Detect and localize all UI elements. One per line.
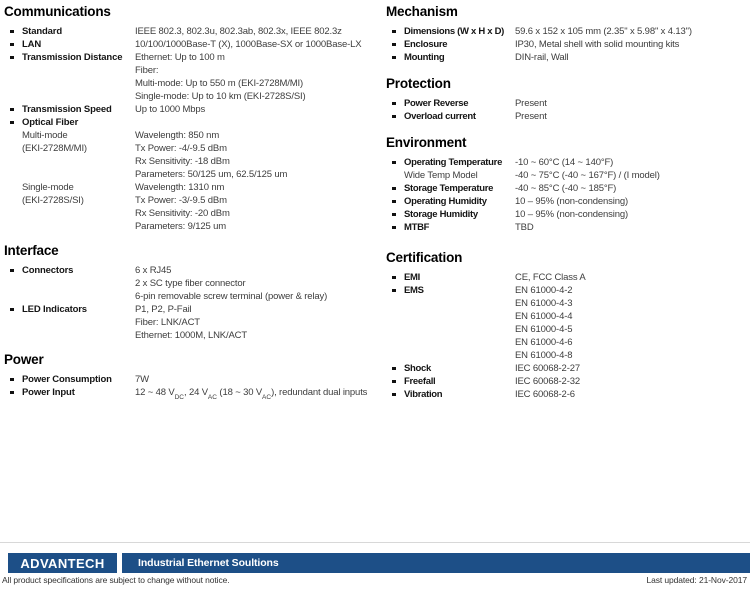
spec-value-line: CE, FCC Class A xyxy=(515,272,586,283)
spec-value-line: 10 – 95% (non-condensing) xyxy=(515,209,628,220)
spec-label xyxy=(22,38,135,51)
spec-values xyxy=(515,169,748,182)
bullet-icon xyxy=(386,221,404,229)
spec-values xyxy=(515,182,748,195)
spec-values xyxy=(135,51,378,103)
spec-value-line: IEEE 802.3, 802.3u, 802.3ab, 802.3x, IEEE 802.3z xyxy=(135,26,342,37)
spec-value-line: Tx Power: -4/-9.5 dBm xyxy=(135,143,227,154)
spec-value-line: DIN-rail, Wall xyxy=(515,52,569,63)
spec-section xyxy=(4,4,378,233)
spec-label xyxy=(22,373,135,386)
spec-value-line: -40 ~ 85°C (-40 ~ 185°F) xyxy=(515,183,617,194)
bullet-icon xyxy=(386,182,404,190)
footer-banner xyxy=(122,553,750,573)
spec-row xyxy=(386,362,748,375)
spec-values xyxy=(135,38,378,51)
spec-values xyxy=(135,373,378,386)
bullet-icon xyxy=(4,25,22,33)
bullet-icon xyxy=(386,208,404,216)
spec-label xyxy=(404,97,515,110)
spec-values xyxy=(135,303,378,342)
spec-row xyxy=(386,208,748,221)
spec-value-line: 6 x RJ45 xyxy=(135,265,172,276)
spec-label xyxy=(404,375,515,388)
spec-section xyxy=(386,76,748,123)
spec-label-line: Power Consumption xyxy=(22,374,112,385)
spec-values xyxy=(135,129,378,181)
section-title: Environment xyxy=(386,135,467,150)
spec-row xyxy=(4,103,378,116)
spec-section xyxy=(4,352,378,399)
spec-value-line: 10/100/1000Base-T (X), 1000Base-SX or 1000Base-LX xyxy=(135,39,362,50)
spec-section xyxy=(386,135,748,234)
spec-row xyxy=(386,388,748,401)
spec-row xyxy=(386,110,748,123)
spec-row xyxy=(386,97,748,110)
spec-row xyxy=(386,195,748,208)
footer-notes xyxy=(2,575,747,585)
spec-label xyxy=(404,221,515,234)
spec-value-line: EN 61000-4-8 xyxy=(515,350,573,361)
bullet-icon xyxy=(386,195,404,203)
spec-value-line: IP30, Metal shell with solid mounting kits xyxy=(515,39,680,50)
spec-label-line: Wide Temp Model xyxy=(404,170,478,181)
spec-row xyxy=(4,386,378,399)
spec-value-line: IEC 60068-2-32 xyxy=(515,376,580,387)
spec-label xyxy=(404,182,515,195)
spec-row xyxy=(386,284,748,362)
spec-label-line: Operating Temperature xyxy=(404,157,503,168)
spec-value-line: IEC 60068-2-6 xyxy=(515,389,575,400)
bullet-icon xyxy=(4,129,22,137)
section-title: Communications xyxy=(4,4,111,19)
spec-label xyxy=(404,110,515,123)
spec-label-line: Connectors xyxy=(22,265,74,276)
spec-value-line: Rx Sensitivity: -20 dBm xyxy=(135,208,230,219)
spec-label-line: Dimensions (W x H x D) xyxy=(404,26,505,37)
section-rows xyxy=(4,264,378,342)
spec-value-line: 10 – 95% (non-condensing) xyxy=(515,196,628,207)
spec-row xyxy=(386,169,748,182)
spec-label-line: Operating Humidity xyxy=(404,196,487,207)
spec-value-line: TBD xyxy=(515,222,534,233)
spec-label xyxy=(22,51,135,64)
spec-label-line: Optical Fiber xyxy=(22,117,79,128)
spec-label-line: Storage Humidity xyxy=(404,209,478,220)
bullet-icon xyxy=(386,388,404,396)
spec-value-line: Fiber: xyxy=(135,65,159,76)
spec-label xyxy=(22,303,135,316)
spec-value-line: EN 61000-4-3 xyxy=(515,298,573,309)
spec-value-line: Present xyxy=(515,98,547,109)
spec-label xyxy=(404,271,515,284)
spec-value-line: IEC 60068-2-27 xyxy=(515,363,580,374)
spec-section xyxy=(386,250,748,401)
spec-label xyxy=(404,156,515,169)
spec-values xyxy=(515,25,748,38)
spec-value-line: Rx Sensitivity: -18 dBm xyxy=(135,156,230,167)
section-title: Certification xyxy=(386,250,463,265)
spec-label xyxy=(404,195,515,208)
bullet-icon xyxy=(386,375,404,383)
spec-label-line: Multi-mode xyxy=(22,130,68,141)
footer-note: All product specifications are subject to change without notice. xyxy=(2,575,230,585)
section-title: Power xyxy=(4,352,44,367)
spec-label xyxy=(22,25,135,38)
bullet-icon xyxy=(386,271,404,279)
spec-value-line: 7W xyxy=(135,374,149,385)
spec-label xyxy=(404,362,515,375)
spec-values xyxy=(515,38,748,51)
bullet-icon xyxy=(4,51,22,59)
spec-row xyxy=(386,156,748,169)
spec-value-line: -40 ~ 75°C (-40 ~ 167°F) / (I model) xyxy=(515,170,660,181)
spec-label-line: Standard xyxy=(22,26,62,37)
spec-row xyxy=(386,375,748,388)
spec-value-line: EN 61000-4-6 xyxy=(515,337,573,348)
section-rows xyxy=(4,25,378,233)
section-rows xyxy=(4,373,378,399)
advantech-logo-text: ADVANTECH xyxy=(20,555,105,571)
bullet-icon xyxy=(4,264,22,272)
spec-label xyxy=(22,116,135,129)
spec-label-line: LAN xyxy=(22,39,42,50)
spec-row xyxy=(4,25,378,38)
bullet-icon xyxy=(4,116,22,124)
spec-values xyxy=(515,271,748,284)
advantech-logo xyxy=(8,553,117,573)
spec-row xyxy=(4,38,378,51)
spec-row xyxy=(386,221,748,234)
spec-label-line: (EKI-2728M/MI) xyxy=(22,143,87,154)
spec-value-line: EN 61000-4-5 xyxy=(515,324,573,335)
spec-label-line: MTBF xyxy=(404,222,430,233)
spec-values xyxy=(135,181,378,233)
spec-label xyxy=(404,38,515,51)
bullet-icon xyxy=(386,284,404,292)
bullet-icon xyxy=(4,373,22,381)
spec-label-line: Transmission Distance xyxy=(22,52,123,63)
spec-value-line: Fiber: LNK/ACT xyxy=(135,317,200,328)
bullet-icon xyxy=(4,303,22,311)
spec-values xyxy=(515,195,748,208)
spec-value-line: Wavelength: 850 nm xyxy=(135,130,220,141)
spec-value-line: 2 x SC type fiber connector xyxy=(135,278,246,289)
bullet-icon xyxy=(386,110,404,118)
spec-row xyxy=(4,264,378,303)
spec-values xyxy=(135,25,378,38)
spec-label xyxy=(404,388,515,401)
bullet-icon xyxy=(4,181,22,189)
spec-row xyxy=(386,182,748,195)
section-rows xyxy=(386,156,748,234)
spec-values xyxy=(515,110,748,123)
spec-label-line: Vibration xyxy=(404,389,443,400)
spec-label-line: Freefall xyxy=(404,376,436,387)
spec-value-line: Single-mode: Up to 10 km (EKI-2728S/SI) xyxy=(135,91,306,102)
footer-divider xyxy=(0,542,750,543)
spec-label-line: Power Input xyxy=(22,387,75,398)
spec-row xyxy=(386,51,748,64)
spec-label xyxy=(404,25,515,38)
section-title: Mechanism xyxy=(386,4,458,19)
spec-label-line: Enclosure xyxy=(404,39,448,50)
spec-value-line: 59.6 x 152 x 105 mm (2.35" x 5.98" x 4.13") xyxy=(515,26,692,37)
bullet-icon xyxy=(386,156,404,164)
bullet-icon xyxy=(4,386,22,394)
spec-column-right xyxy=(386,4,748,401)
footer-last-updated: Last updated: 21-Nov-2017 xyxy=(646,575,747,585)
spec-row xyxy=(4,51,378,103)
spec-value-line: Parameters: 50/125 um, 62.5/125 um xyxy=(135,169,288,180)
bullet-icon xyxy=(386,25,404,33)
bullet-icon xyxy=(386,97,404,105)
spec-row xyxy=(386,271,748,284)
spec-column-left xyxy=(4,4,378,399)
spec-label-line: Storage Temperature xyxy=(404,183,494,194)
footer-bar xyxy=(0,553,750,573)
spec-label xyxy=(22,264,135,277)
spec-value-line: Wavelength: 1310 nm xyxy=(135,182,225,193)
spec-row xyxy=(4,373,378,386)
spec-label xyxy=(22,103,135,116)
spec-value-line: Ethernet: Up to 100 m xyxy=(135,52,225,63)
bullet-icon xyxy=(4,103,22,111)
spec-label-line: Shock xyxy=(404,363,432,374)
spec-section xyxy=(4,243,378,342)
spec-label-line: Power Reverse xyxy=(404,98,469,109)
spec-values xyxy=(515,221,748,234)
bullet-icon xyxy=(386,38,404,46)
spec-label-line: (EKI-2728S/SI) xyxy=(22,195,84,206)
spec-values xyxy=(135,264,378,303)
section-rows xyxy=(386,97,748,123)
spec-value-line: P1, P2, P-Fail xyxy=(135,304,192,315)
spec-label-line: LED Indicators xyxy=(22,304,87,315)
spec-label xyxy=(404,284,515,297)
bullet-icon xyxy=(386,362,404,370)
spec-label xyxy=(404,51,515,64)
spec-row xyxy=(4,116,378,129)
spec-label-line: Single-mode xyxy=(22,182,74,193)
spec-label-line: Transmission Speed xyxy=(22,104,112,115)
spec-row xyxy=(4,181,378,233)
spec-label-line: EMS xyxy=(404,285,424,296)
section-title: Interface xyxy=(4,243,59,258)
section-rows xyxy=(386,25,748,64)
spec-value-line: Ethernet: 1000M, LNK/ACT xyxy=(135,330,248,341)
spec-label-line: Overload current xyxy=(404,111,476,122)
spec-values xyxy=(515,156,748,169)
spec-row xyxy=(386,38,748,51)
spec-label xyxy=(404,208,515,221)
spec-value-line: Tx Power: -3/-9.5 dBm xyxy=(135,195,227,206)
spec-value-line: Up to 1000 Mbps xyxy=(135,104,206,115)
spec-value-line: 12 ~ 48 $V_{DC}$, 24 $V_{AC}$ (18 ~ 30 $V_{AC}$), redundant dual inputs xyxy=(135,387,368,401)
spec-label xyxy=(404,169,515,182)
bullet-icon xyxy=(386,169,404,177)
spec-values xyxy=(135,103,378,116)
spec-values xyxy=(135,386,378,399)
section-rows xyxy=(386,271,748,401)
spec-values xyxy=(515,362,748,375)
spec-row xyxy=(386,25,748,38)
bullet-icon xyxy=(4,38,22,46)
spec-row xyxy=(4,303,378,342)
bullet-icon xyxy=(386,51,404,59)
spec-values xyxy=(515,284,748,362)
spec-value-line: EN 61000-4-4 xyxy=(515,311,573,322)
spec-value-line: Present xyxy=(515,111,547,122)
spec-value-line: -10 ~ 60°C (14 ~ 140°F) xyxy=(515,157,614,168)
spec-label xyxy=(22,181,135,207)
spec-label-line: EMI xyxy=(404,272,420,283)
spec-label-line: Mounting xyxy=(404,52,445,63)
footer-banner-title: Industrial Ethernet Soultions xyxy=(138,557,279,569)
spec-label xyxy=(22,386,135,399)
spec-value-line: 6-pin removable screw terminal (power & relay) xyxy=(135,291,328,302)
spec-section xyxy=(386,4,748,64)
spec-row xyxy=(4,129,378,181)
spec-values xyxy=(515,51,748,64)
spec-value-line: EN 61000-4-2 xyxy=(515,285,573,296)
spec-values xyxy=(515,208,748,221)
spec-values xyxy=(515,97,748,110)
spec-value-line: Multi-mode: Up to 550 m (EKI-2728M/MI) xyxy=(135,78,303,89)
spec-label xyxy=(22,129,135,155)
section-title: Protection xyxy=(386,76,451,91)
spec-values xyxy=(515,375,748,388)
spec-values xyxy=(515,388,748,401)
spec-value-line: Parameters: 9/125 um xyxy=(135,221,226,232)
